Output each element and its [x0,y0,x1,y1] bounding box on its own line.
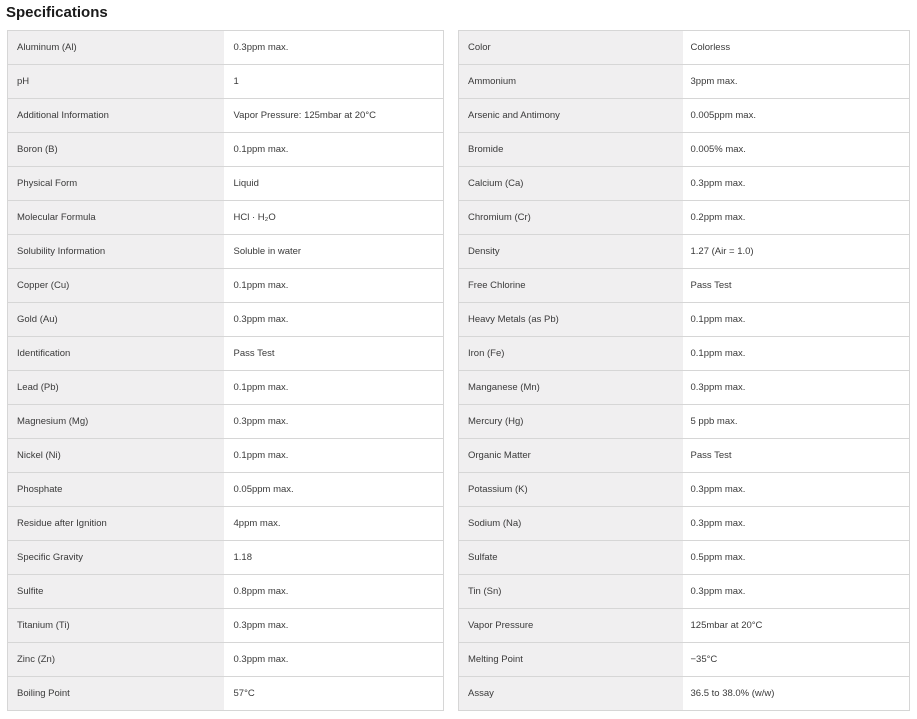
table-row [459,337,910,371]
table-row [8,643,444,677]
spec-label: Sulfite [8,575,224,609]
spec-label: Iron (Fe) [459,337,683,371]
table-row [8,337,444,371]
table-row [459,133,910,167]
spec-label: Tin (Sn) [459,575,683,609]
spec-value: 57°C [224,677,444,711]
spec-value: 1.27 (Air = 1.0) [683,235,910,269]
table-row [8,541,444,575]
table-row [459,609,910,643]
spec-value: 0.8ppm max. [224,575,444,609]
table-row [8,473,444,507]
table-row [459,371,910,405]
table-row [459,99,910,133]
spec-value: 1.18 [224,541,444,575]
spec-value: Vapor Pressure: 125mbar at 20°C [224,99,444,133]
spec-label: Nickel (Ni) [8,439,224,473]
spec-label: Titanium (Ti) [8,609,224,643]
table-row [459,473,910,507]
table-row [8,609,444,643]
table-row [8,405,444,439]
spec-value: 0.1ppm max. [224,269,444,303]
spec-label: Molecular Formula [8,201,224,235]
spec-label: Copper (Cu) [8,269,224,303]
spec-value: Colorless [683,31,910,65]
table-row [8,167,444,201]
table-row [459,269,910,303]
table-row [459,575,910,609]
specifications-table-left-body [8,31,444,711]
spec-value: 0.3ppm max. [224,303,444,337]
table-row [8,371,444,405]
table-row [459,507,910,541]
spec-label: Gold (Au) [8,303,224,337]
table-row [459,643,910,677]
spec-label: Physical Form [8,167,224,201]
table-row [459,65,910,99]
spec-label: Density [459,235,683,269]
spec-label: Aluminum (Al) [8,31,224,65]
spec-value: 0.3ppm max. [224,643,444,677]
spec-label: Melting Point [459,643,683,677]
spec-label: Organic Matter [459,439,683,473]
spec-value: 0.3ppm max. [683,575,910,609]
spec-value: 0.005ppm max. [683,99,910,133]
table-row [459,677,910,711]
spec-value: 0.3ppm max. [224,405,444,439]
spec-label: Sodium (Na) [459,507,683,541]
spec-label: Magnesium (Mg) [8,405,224,439]
spec-value: 0.3ppm max. [683,371,910,405]
spec-value: 0.1ppm max. [683,303,910,337]
spec-value: Pass Test [683,439,910,473]
spec-label: Boron (B) [8,133,224,167]
spec-label: pH [8,65,224,99]
table-row [8,201,444,235]
spec-label: Boiling Point [8,677,224,711]
spec-label: Zinc (Zn) [8,643,224,677]
spec-label: Additional Information [8,99,224,133]
spec-label: Assay [459,677,683,711]
spec-value: 0.3ppm max. [224,31,444,65]
spec-label: Identification [8,337,224,371]
spec-label: Solubility Information [8,235,224,269]
table-row [8,507,444,541]
spec-value: 0.3ppm max. [683,167,910,201]
spec-label: Calcium (Ca) [459,167,683,201]
table-row [8,575,444,609]
table-row [459,303,910,337]
spec-value: 0.3ppm max. [683,473,910,507]
spec-label: Mercury (Hg) [459,405,683,439]
table-row [459,167,910,201]
spec-label: Chromium (Cr) [459,201,683,235]
table-row [8,31,444,65]
spec-value: Pass Test [683,269,910,303]
spec-value: Liquid [224,167,444,201]
spec-label: Sulfate [459,541,683,575]
spec-label: Color [459,31,683,65]
table-row [459,235,910,269]
table-row [459,439,910,473]
spec-label: Arsenic and Antimony [459,99,683,133]
spec-label: Potassium (K) [459,473,683,507]
spec-value: 3ppm max. [683,65,910,99]
table-row [459,405,910,439]
spec-value: HCl · H₂O [224,201,444,235]
spec-value: 0.05ppm max. [224,473,444,507]
specifications-table-right-body [459,31,910,711]
spec-value: 0.005% max. [683,133,910,167]
spec-value: Soluble in water [224,235,444,269]
spec-value: 0.1ppm max. [224,133,444,167]
spec-value: 0.3ppm max. [224,609,444,643]
table-row [459,31,910,65]
spec-label: Residue after Ignition [8,507,224,541]
spec-label: Phosphate [8,473,224,507]
table-row [459,201,910,235]
specifications-table-right [458,30,910,711]
spec-label: Heavy Metals (as Pb) [459,303,683,337]
table-row [8,99,444,133]
spec-value: 0.1ppm max. [683,337,910,371]
table-row [8,677,444,711]
spec-label: Ammonium [459,65,683,99]
spec-label: Free Chlorine [459,269,683,303]
spec-value: 125mbar at 20°C [683,609,910,643]
spec-label: Specific Gravity [8,541,224,575]
spec-value: −35°C [683,643,910,677]
table-row [8,235,444,269]
spec-value: 1 [224,65,444,99]
table-row [8,269,444,303]
spec-value: 0.3ppm max. [683,507,910,541]
spec-value: Pass Test [224,337,444,371]
spec-value: 4ppm max. [224,507,444,541]
spec-value: 0.1ppm max. [224,439,444,473]
spec-value: 5 ppb max. [683,405,910,439]
spec-label: Manganese (Mn) [459,371,683,405]
spec-value: 36.5 to 38.0% (w/w) [683,677,910,711]
specifications-table-left [7,30,444,711]
page-title: Specifications [6,4,108,21]
table-row [8,133,444,167]
spec-label: Bromide [459,133,683,167]
spec-value: 0.2ppm max. [683,201,910,235]
spec-label: Vapor Pressure [459,609,683,643]
spec-value: 0.5ppm max. [683,541,910,575]
table-row [459,541,910,575]
spec-value: 0.1ppm max. [224,371,444,405]
table-row [8,439,444,473]
table-row [8,65,444,99]
table-row [8,303,444,337]
spec-label: Lead (Pb) [8,371,224,405]
